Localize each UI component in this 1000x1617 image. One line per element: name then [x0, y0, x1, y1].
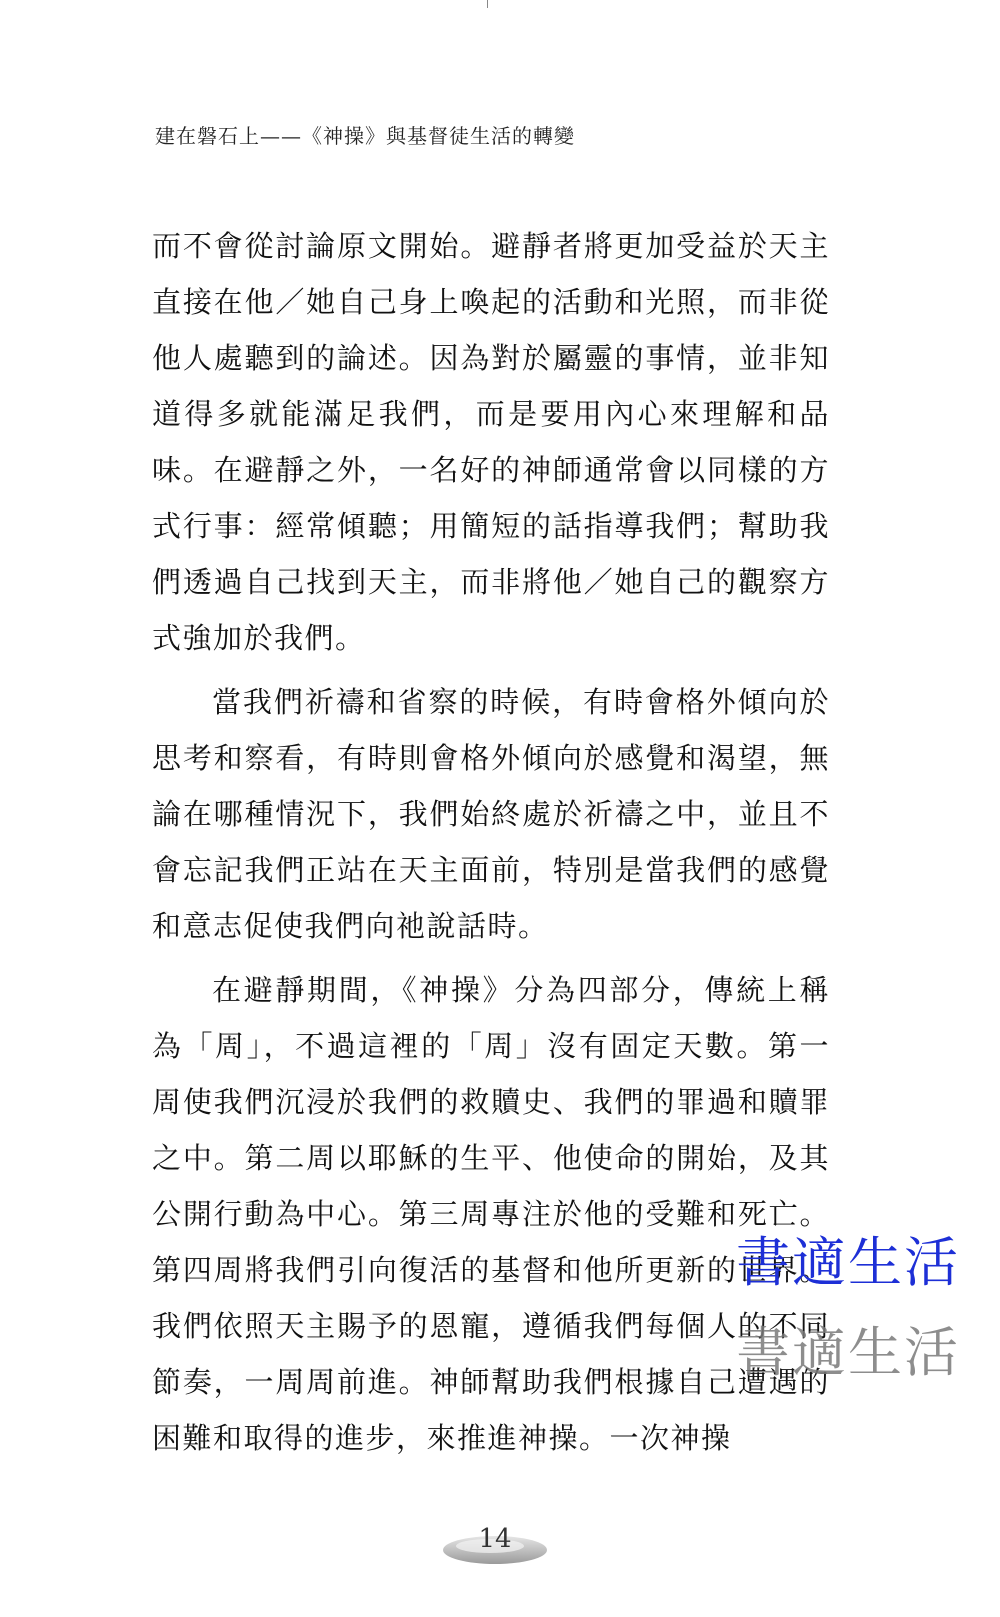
paragraph-2: 當我們祈禱和省察的時候，有時會格外傾向於思考和察看，有時則會格外傾向於感覺和渴望，無論在哪種情況下，我們始終處於祈禱之中，並且不會忘記我們正站在天主面前，特別是當我們的感覺和意志促使我們向祂說話時。 — [152, 685, 830, 943]
watermark-gray: 書適生活 — [736, 1321, 960, 1384]
page-number-badge — [440, 1520, 550, 1568]
body-text — [152, 218, 830, 1466]
paragraph-3: 在避靜期間，《神操》分為四部分，傳統上稱為「周」，不過這裡的「周」沒有固定天數。第一周使我們沉浸於我們的救贖史、我們的罪過和贖罪之中。第二周以耶穌的生平、他使命的開始，及其公開行動為中心。第三周專注於他的受難和死亡。第四周將我們引向復活的基督和他所更新的世界。我們依照天主賜予的恩寵，遵循我們每個人的不同節奏，一周周前進。神師幫助我們根據自己遭遇的困難和取得的進步，來推進神操。一次神操 — [152, 973, 830, 1455]
paragraph-1: 而不會從討論原文開始。避靜者將更加受益於天主直接在他／她自己身上喚起的活動和光照，而非從他人處聽到的論述。因為對於屬靈的事情，並非知道得多就能滿足我們，而是要用內心來理解和品味。在避靜之外，一名好的神師通常會以同樣的方式行事：經常傾聽；用簡短的話指導我們；幫助我們透過自己找到天主，而非將他／她自己的觀察方式強加於我們。 — [152, 229, 830, 655]
running-header: 建在磐石上——《神操》與基督徒生活的轉變 — [155, 124, 575, 148]
page-number: 14 — [478, 1524, 512, 1554]
crop-mark — [487, 0, 488, 8]
watermark-blue: 書適生活 — [736, 1231, 960, 1294]
